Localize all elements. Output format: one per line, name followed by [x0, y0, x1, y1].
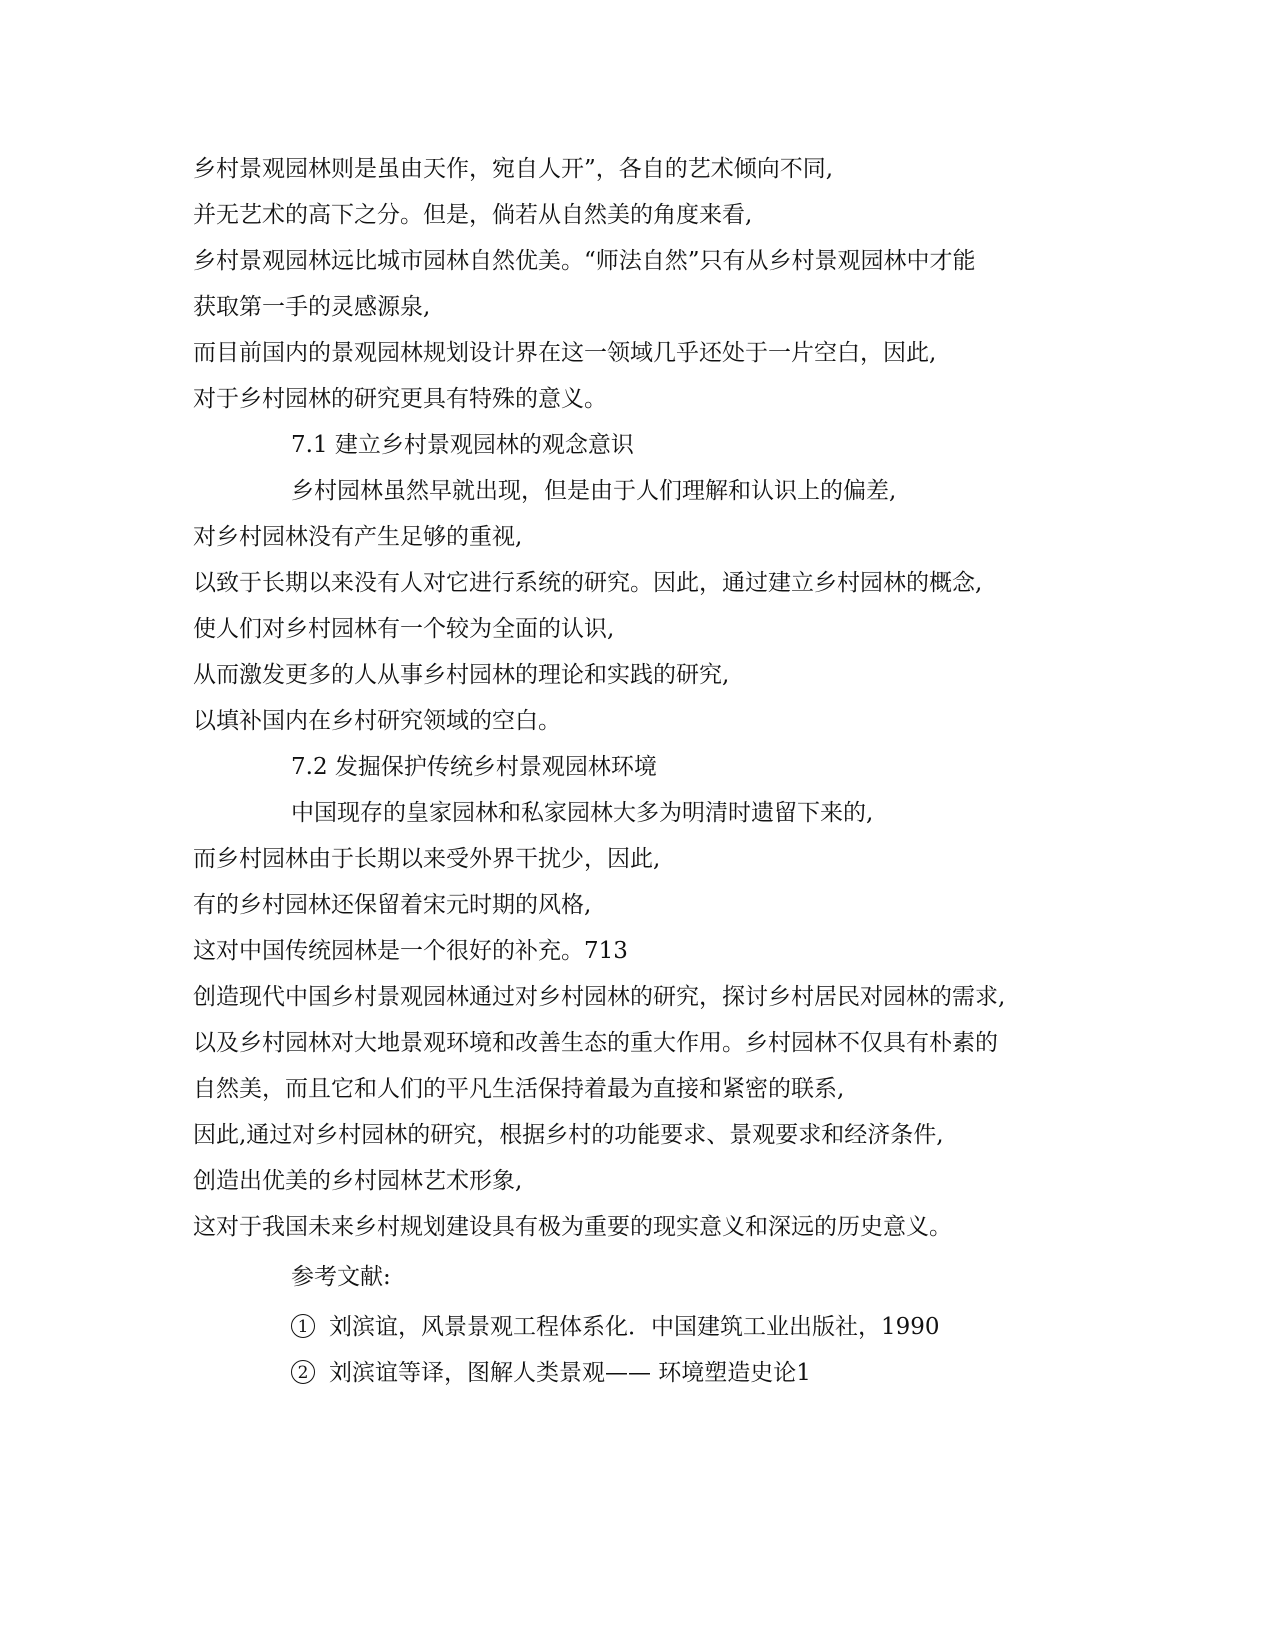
text-line: 这对中国传统园林是一个很好的补充。713: [193, 938, 628, 964]
text-line: 乡村景观园林远比城市园林自然优美。“师法自然”只有从乡村景观园林中才能: [193, 248, 976, 274]
text-line: 创造出优美的乡村园林艺术形象,: [193, 1168, 523, 1194]
text-line: 而目前国内的景观园林规划设计界在这一领域几乎还处于一片空白，因此,: [193, 340, 937, 366]
text-line: 这对于我国未来乡村规划建设具有极为重要的现实意义和深远的历史意义。: [193, 1214, 952, 1240]
text-line: 使人们对乡村园林有一个较为全面的认识,: [193, 616, 615, 642]
text-line: 乡村景观园林则是虽由天作，宛自人开”，各自的艺术倾向不同,: [193, 156, 834, 182]
text-line: 对于乡村园林的研究更具有特殊的意义。: [193, 386, 607, 412]
section-heading-7-2: 7.2 发掘保护传统乡村景观园林环境: [291, 754, 657, 780]
reference-text: 刘滨谊，风景景观工程体系化．中国建筑工业出版社，1990: [329, 1314, 940, 1340]
reference-item: [291, 1312, 940, 1342]
text-line: 以致于长期以来没有人对它进行系统的研究。因此，通过建立乡村园林的概念,: [193, 570, 983, 596]
references-heading: 参考文献:: [291, 1264, 391, 1290]
reference-number: 1: [291, 1314, 315, 1338]
reference-number: 2: [291, 1360, 315, 1384]
text-line: 创造现代中国乡村景观园林通过对乡村园林的研究，探讨乡村居民对园林的需求,: [193, 984, 1006, 1010]
section-heading-7-1: 7.1 建立乡村景观园林的观念意识: [291, 432, 634, 458]
text-line: 以填补国内在乡村研究领域的空白。: [193, 708, 561, 734]
text-line: 以及乡村园林对大地景观环境和改善生态的重大作用。乡村园林不仅具有朴素的: [193, 1030, 998, 1056]
text-line: 因此,通过对乡村园林的研究，根据乡村的功能要求、景观要求和经济条件,: [193, 1122, 944, 1148]
text-line: 乡村园林虽然早就出现，但是由于人们理解和认识上的偏差,: [291, 478, 897, 504]
text-line: 对乡村园林没有产生足够的重视,: [193, 524, 523, 550]
text-line: 并无艺术的高下之分。但是，倘若从自然美的角度来看,: [193, 202, 753, 228]
text-line: 有的乡村园林还保留着宋元时期的风格,: [193, 892, 592, 918]
text-line: 获取第一手的灵感源泉,: [193, 294, 431, 320]
text-line: 中国现存的皇家园林和私家园林大多为明清时遗留下来的,: [291, 800, 874, 826]
reference-text: 刘滨谊等译，图解人类景观—— 环境塑造史论1: [329, 1360, 811, 1386]
text-line: 从而激发更多的人从事乡村园林的理论和实践的研究,: [193, 662, 730, 688]
text-line: 而乡村园林由于长期以来受外界干扰少，因此,: [193, 846, 661, 872]
reference-item: [291, 1358, 811, 1388]
text-line: 自然美，而且它和人们的平凡生活保持着最为直接和紧密的联系,: [193, 1076, 845, 1102]
